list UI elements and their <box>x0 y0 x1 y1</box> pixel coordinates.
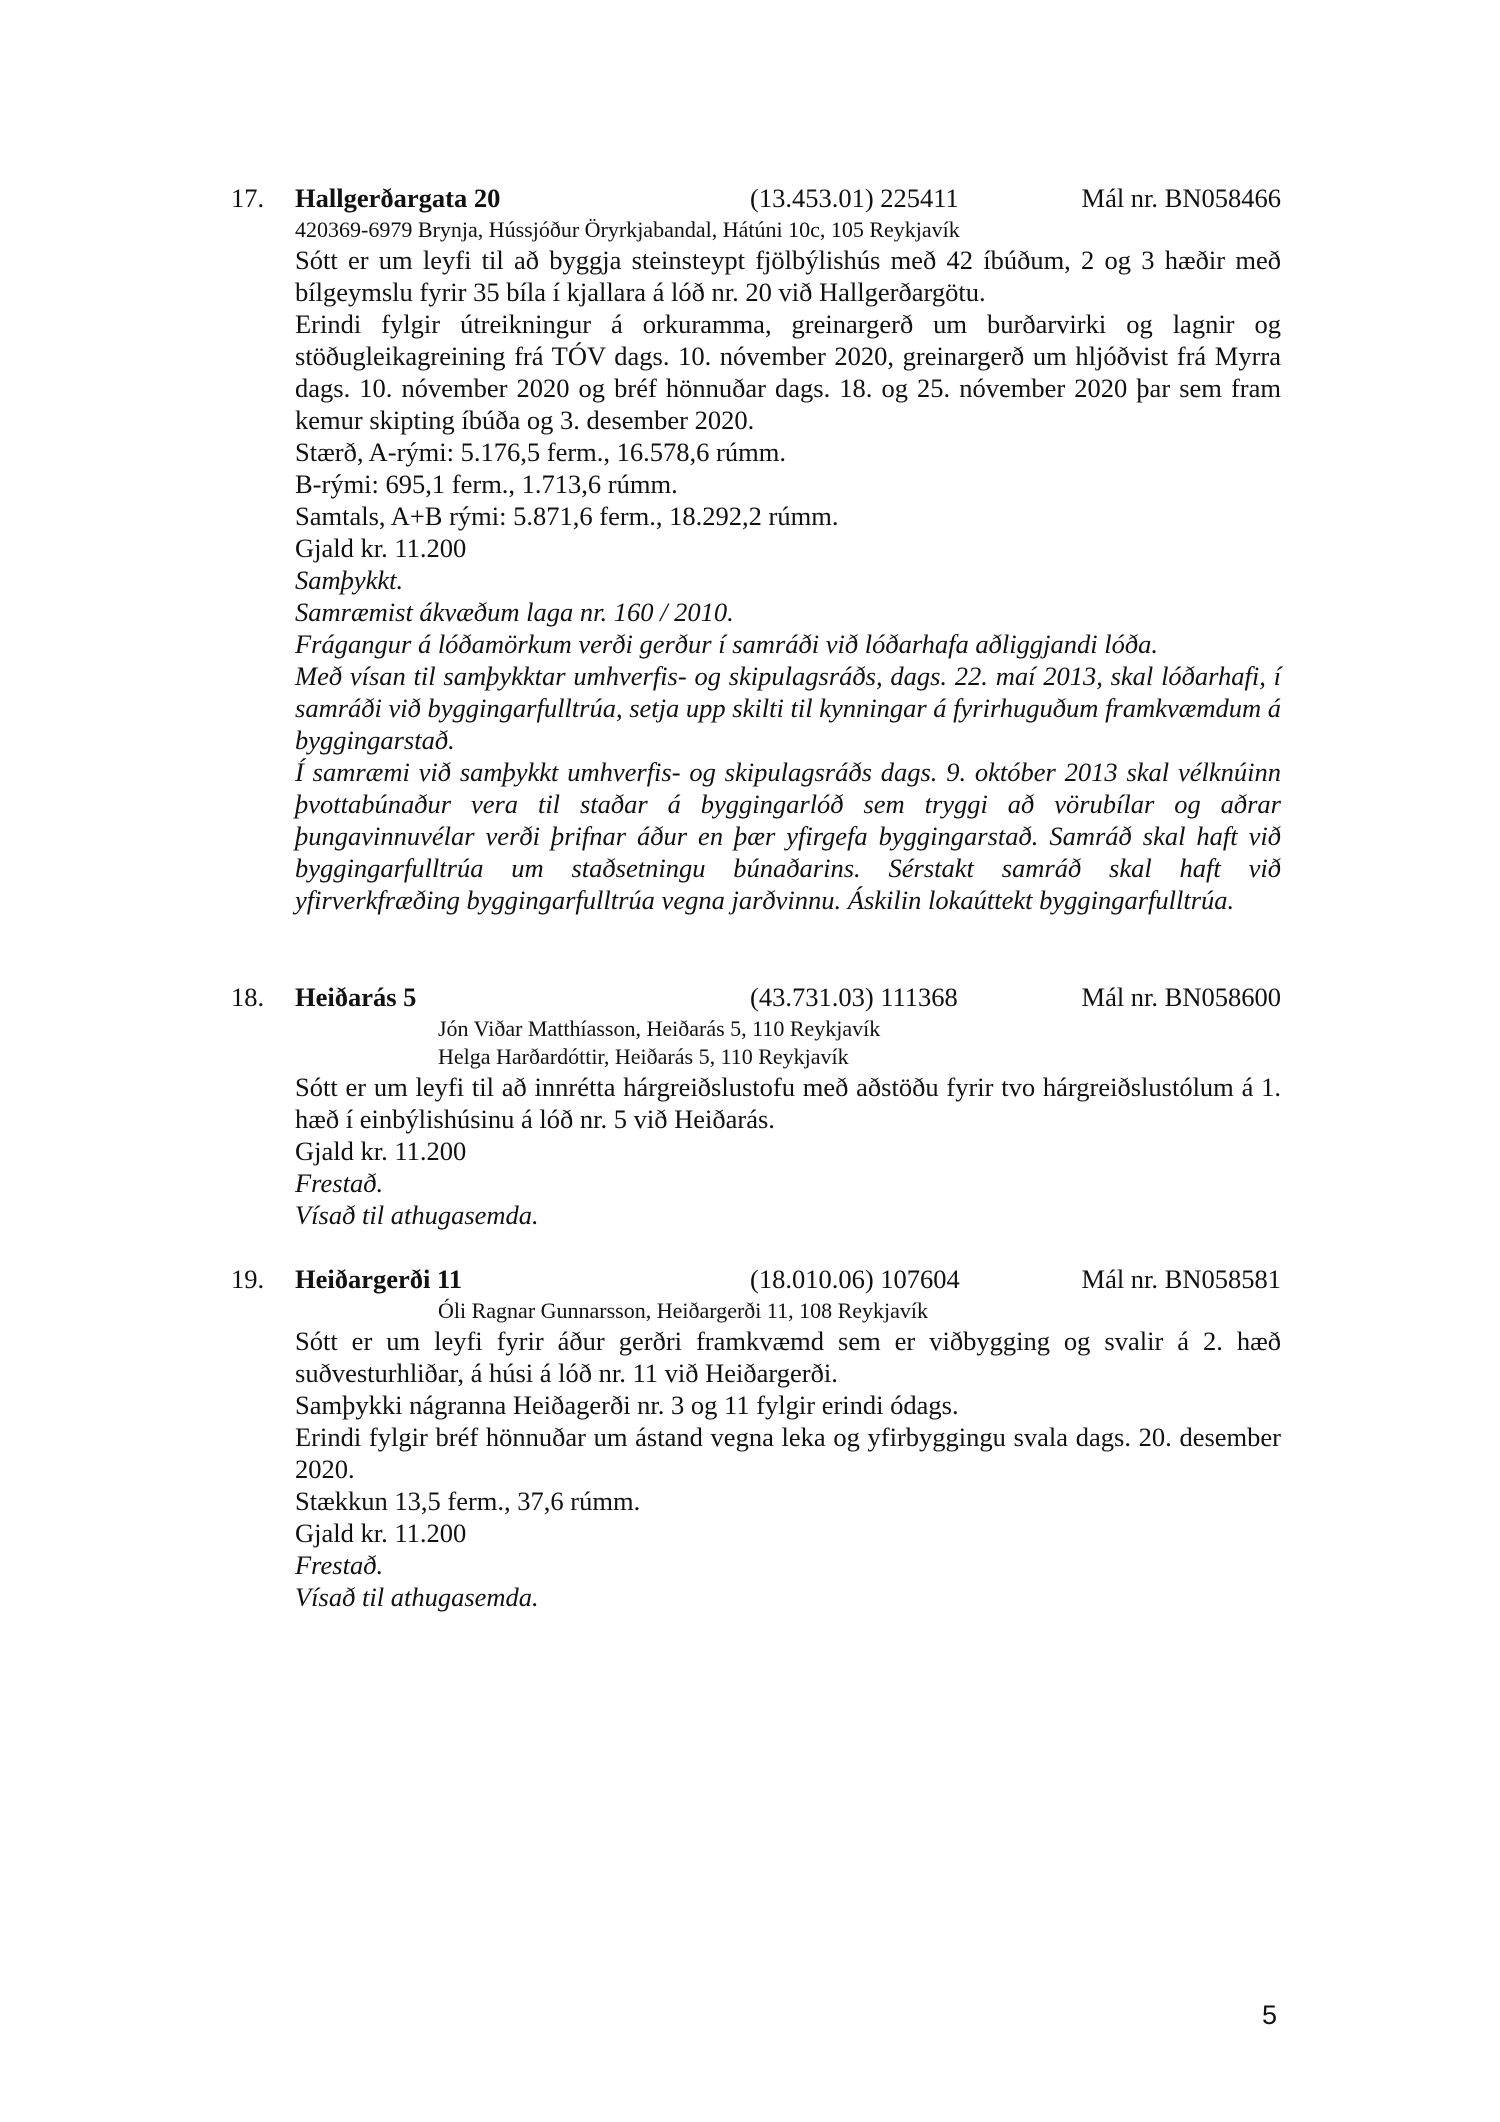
item-address: Heiðarás 5 <box>295 982 417 1012</box>
item-lot-number: (43.731.03) 111368 <box>750 982 958 1012</box>
decision-note: Vísað til athugasemda. <box>295 1200 539 1230</box>
fee: Gjald kr. 11.200 <box>295 1518 467 1548</box>
item-number: 19. <box>231 1264 265 1294</box>
fee: Gjald kr. 11.200 <box>295 1136 467 1166</box>
decision: Frestað. <box>295 1550 384 1580</box>
item-address: Hallgerðargata 20 <box>295 183 501 213</box>
item-header <box>231 1261 1281 1297</box>
agenda-item-17 <box>231 180 1281 916</box>
item-body <box>295 244 1281 916</box>
fee: Gjald kr. 11.200 <box>295 533 467 563</box>
item-number: 17. <box>231 183 265 213</box>
decision-note: Vísað til athugasemda. <box>295 1582 539 1612</box>
item-case-number: Mál nr. BN058466 <box>1081 183 1281 213</box>
item-header <box>231 180 1281 216</box>
item-lot-number: (18.010.06) 107604 <box>750 1264 960 1294</box>
description-paragraph: Samþykki nágranna Heiðagerði nr. 3 og 11 fylgir erindi ódags. <box>295 1390 959 1420</box>
item-body <box>295 1071 1281 1231</box>
applicant: Óli Ragnar Gunnarsson, Heiðargerði 11, 108 Reykjavík <box>438 1298 929 1323</box>
decision-note: Frágangur á lóðamörkum verði gerður í samráði við lóðarhafa aðliggjandi lóða. <box>295 629 1158 659</box>
agenda-item-19 <box>231 1261 1281 1613</box>
applicant: 420369-6979 Brynja, Hússjóður Öryrkjabandal, Hátúni 10c, 105 Reykjavík <box>295 217 960 242</box>
description-paragraph: Erindi fylgir útreikningur á orkuramma, greinargerð um burðarvirki og lagnir og stöðugleikagreining frá TÓV dags. 10. nóvember 2020, greinargerð um hljóðvist frá Myrra dags. 10. nóvember 2020 og bréf hönnuðar dags. 18. og 25. nóvember 2020 þar sem fram kemur skipting íbúða og 3. desember 2020. <box>295 309 1281 435</box>
size-enlargement: Stækkun 13,5 ferm., 37,6 rúmm. <box>295 1486 641 1516</box>
decision-note: Samræmist ákvæðum laga nr. 160 / 2010. <box>295 597 734 627</box>
item-case-number: Mál nr. BN058600 <box>1081 982 1281 1012</box>
page-number: 5 <box>1262 2000 1278 2030</box>
item-address: Heiðargerði 11 <box>295 1264 463 1294</box>
description-paragraph: Sótt er um leyfi til að byggja steinsteypt fjölbýlishús með 42 íbúðum, 2 og 3 hæðir með bílgeymslu fyrir 35 bíla í kjallara á lóð nr. 20 við Hallgerðargötu. <box>295 245 1281 307</box>
size-total: Samtals, A+B rými: 5.871,6 ferm., 18.292,2 rúmm. <box>295 501 839 531</box>
description-paragraph: Sótt er um leyfi til að innrétta hárgreiðslustofu með aðstöðu fyrir tvo hárgreiðslustólum á 1. hæð í einbýlishúsinu á lóð nr. 5 við Heiðarás. <box>295 1072 1281 1134</box>
size-b-space: B-rými: 695,1 ferm., 1.713,6 rúmm. <box>295 469 678 499</box>
item-case-number: Mál nr. BN058581 <box>1081 1264 1281 1294</box>
item-header <box>231 979 1281 1015</box>
agenda-item-18 <box>231 979 1281 1231</box>
size-a-space: Stærð, A-rými: 5.176,5 ferm., 16.578,6 rúmm. <box>295 437 786 467</box>
decision: Samþykkt. <box>295 565 404 595</box>
applicant: Jón Viðar Matthíasson, Heiðarás 5, 110 Reykjavík <box>438 1016 881 1041</box>
description-paragraph: Sótt er um leyfi fyrir áður gerðri framkvæmd sem er viðbygging og svalir á 2. hæð suðvesturhliðar, á húsi á lóð nr. 11 við Heiðargerði. <box>295 1326 1281 1388</box>
decision-note: Í samræmi við samþykkt umhverfis- og skipulagsráðs dags. 9. október 2013 skal vélknúinn þvottabúnaður vera til staðar á byggingarlóð sem tryggi að vörubílar og aðrar þungavinnuvélar verði þrifnar áður en þær yfirgefa byggingarstað. Samráð skal haft við byggingarfulltrúa um staðsetningu búnaðarins. Sérstakt samráð skal haft við yfirverkfræðing byggingarfulltrúa vegna jarðvinnu. Áskilin lokaúttekt byggingarfulltrúa. <box>295 757 1281 915</box>
item-body <box>295 1325 1281 1613</box>
description-paragraph: Erindi fylgir bréf hönnuðar um ástand vegna leka og yfirbyggingu svala dags. 20. desember 2020. <box>295 1422 1281 1484</box>
item-number: 18. <box>231 982 265 1012</box>
applicant: Helga Harðardóttir, Heiðarás 5, 110 Reykjavík <box>438 1044 849 1069</box>
decision-note: Með vísan til samþykktar umhverfis- og skipulagsráðs, dags. 22. maí 2013, skal lóðarhafi, í samráði við byggingarfulltrúa, setja upp skilti til kynningar á fyrirhuguðum framkvæmdum á byggingarstað. <box>295 661 1281 755</box>
item-lot-number: (13.453.01) 225411 <box>750 183 959 213</box>
decision: Frestað. <box>295 1168 384 1198</box>
